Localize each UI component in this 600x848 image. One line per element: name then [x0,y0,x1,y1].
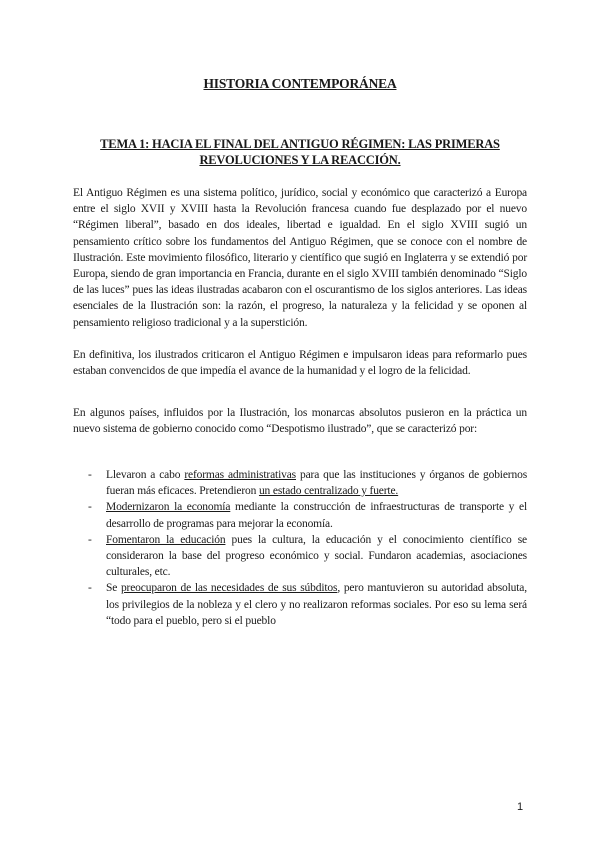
list-item-text: pues la cultura, la educación y el conocimiento científico se consideraron la base del progreso económico y social. Fundaron academias, asociaciones culturales, etc. [106,533,527,579]
underlined-phrase: preocuparon de las necesidades de sus súbditos [120,582,338,595]
underlined-phrase: Modernizaron la economía [106,501,231,514]
characteristics-list [88,467,527,629]
document-title: HISTORIA CONTEMPORÁNEA [203,76,397,91]
list-item-text: Se [106,582,121,595]
list-item-text: Llevaron a cabo [106,469,185,481]
list-item [88,532,527,581]
despotism-intro-paragraph: En algunos países, influidos por la Ilustración, los monarcas absolutos pusieron en la práctica un nuevo sistema de gobierno conocido como “Despotismo ilustrado”, que se caracterizó por: [73,407,527,436]
list-item [88,467,527,499]
list-item [88,580,527,629]
bullet-dash: - [88,582,92,595]
list-item [88,499,527,531]
bullet-dash: - [88,469,92,481]
bullet-dash: - [88,533,92,546]
intro-paragraph: El Antiguo Régimen es una sistema político, jurídico, social y económico que caracterizó a Europa entre el siglo XVII y XVIII hasta la Revolución francesa cuando fue desplazado por el nuevo “Régimen liberal”, basado en dos ideales, libertad e igualdad. En el siglo XVIII sugió un pensamiento crítico sobre los fundamentos del Antiguo Régimen, que se conoce con el nombre de Ilustración. Este movimiento filosófico, literario y científico que sugió en Inglaterra y se extendió por Europa, siendo de gran importancia en Francia, durante en el siglo XVIII también denominado “Siglo de las luces” pues las ideas ilustradas acabaron con el oscurantismo de los siglos anteriores. Las ideas esenciales de la Ilustración son: la razón, el progreso, la naturaleza y la felicidad y se oponen al pensamiento religioso tradicional y a la superstición. [73,187,527,329]
list-item-text: para que las instituciones y órganos de gobiernos fueran más eficaces. Pretendieron [106,469,528,498]
tema-title: TEMA 1: HACIA EL FINAL DEL ANTIGUO RÉGIMEN: LAS PRIMERAS REVOLUCIONES Y LA REACCIÓN. [100,137,500,167]
conclusion-paragraph: En definitiva, los ilustrados criticaron el Antiguo Régimen e impulsaron ideas para reformarlo pues estaban convencidos de que impedía el avance de la humanidad y el logro de la felicidad. [73,349,527,378]
underlined-phrase: reformas administrativas [184,469,296,481]
underlined-phrase: Fomentaron la educación [106,533,226,546]
list-item-text: , pero mantuvieron su autoridad absoluta, los privilegios de la nobleza y el clero y no realizaron reformas sociales. Por eso su lema será “todo para el pueblo, pero si el pueblo [106,582,527,627]
page-number: 1 [517,801,524,813]
underlined-phrase: un estado centralizado y fuerte. [258,485,399,498]
list-item-text: mediante la construcción de infraestructuras de transporte y el desarrollo de programas para mejorar la economía. [106,501,528,530]
bullet-dash: - [88,501,92,514]
